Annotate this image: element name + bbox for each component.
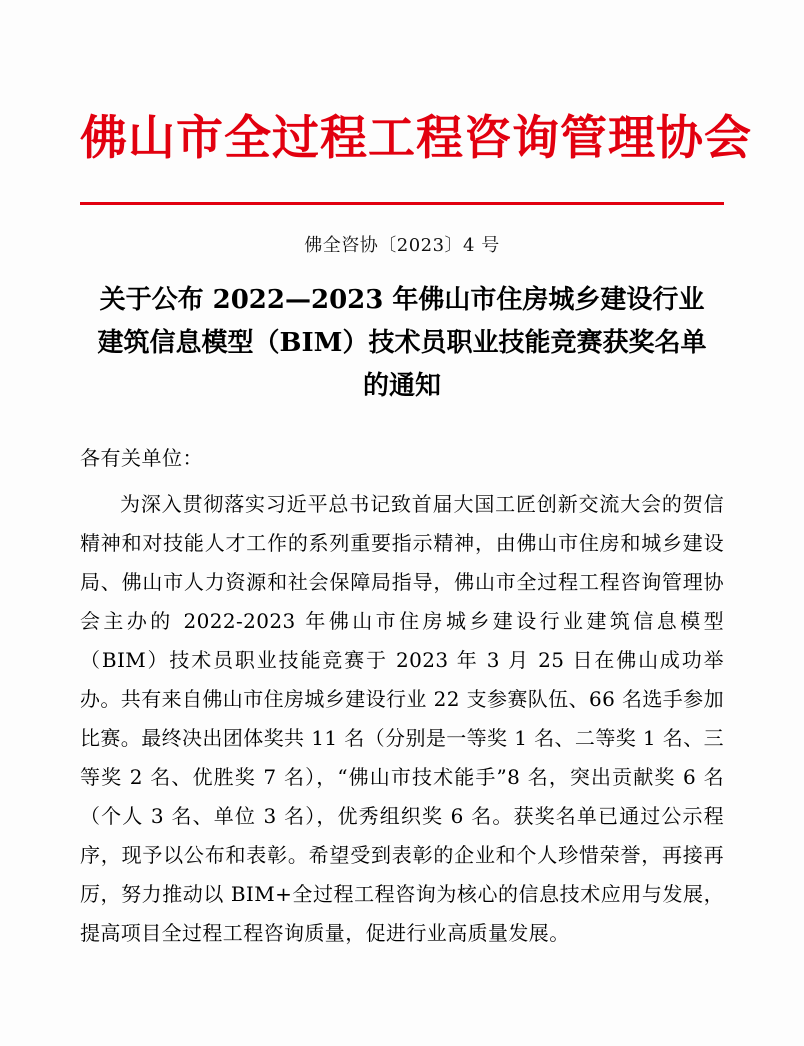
document-number: 佛全咨协〔2023〕4 号: [304, 235, 500, 257]
association-masthead: 佛山市全过程工程咨询管理协会: [80, 111, 752, 166]
masthead-divider: [80, 202, 724, 205]
salutation: 各有关单位：: [80, 445, 203, 470]
document-title: 关于公布 2022—2023 年佛山市住房城乡建设行业建筑信息模型（BIM）技术员职业技能竞赛获奖名单的通知: [97, 285, 707, 401]
body-paragraph: 为深入贯彻落实习近平总书记致首届大国工匠创新交流大会的贺信精神和对技能人才工作的系列重要指示精神，由佛山市住房和城乡建设局、佛山市人力资源和社会保障局指导，佛山市全过程工程咨询管理协会主办的 2022-2023 年佛山市住房城乡建设行业建筑信息模型（BIM）技术员职业技能竞赛于 2023 年 3 月 25 日在佛山成功举办。共有来自佛山市住房城乡建设行业 22 支参赛队伍、66 名选手参加比赛。最终决出团体奖共 11 名（分别是一等奖 1 名、二等奖 1 名、三等奖 2 名、优胜奖 7 名），“佛山市技术能手”8 名，突出贡献奖 6 名（个人 3 名、单位 3 名），优秀组织奖 6 名。获奖名单已通过公示程序，现予以公布和表彰。希望受到表彰的企业和个人珍惜荣誉，再接再厉，努力推动以 BIM+全过程工程咨询为核心的信息技术应用与发展，提高项目全过程工程咨询质量，促进行业高质量发展。: [80, 491, 724, 945]
